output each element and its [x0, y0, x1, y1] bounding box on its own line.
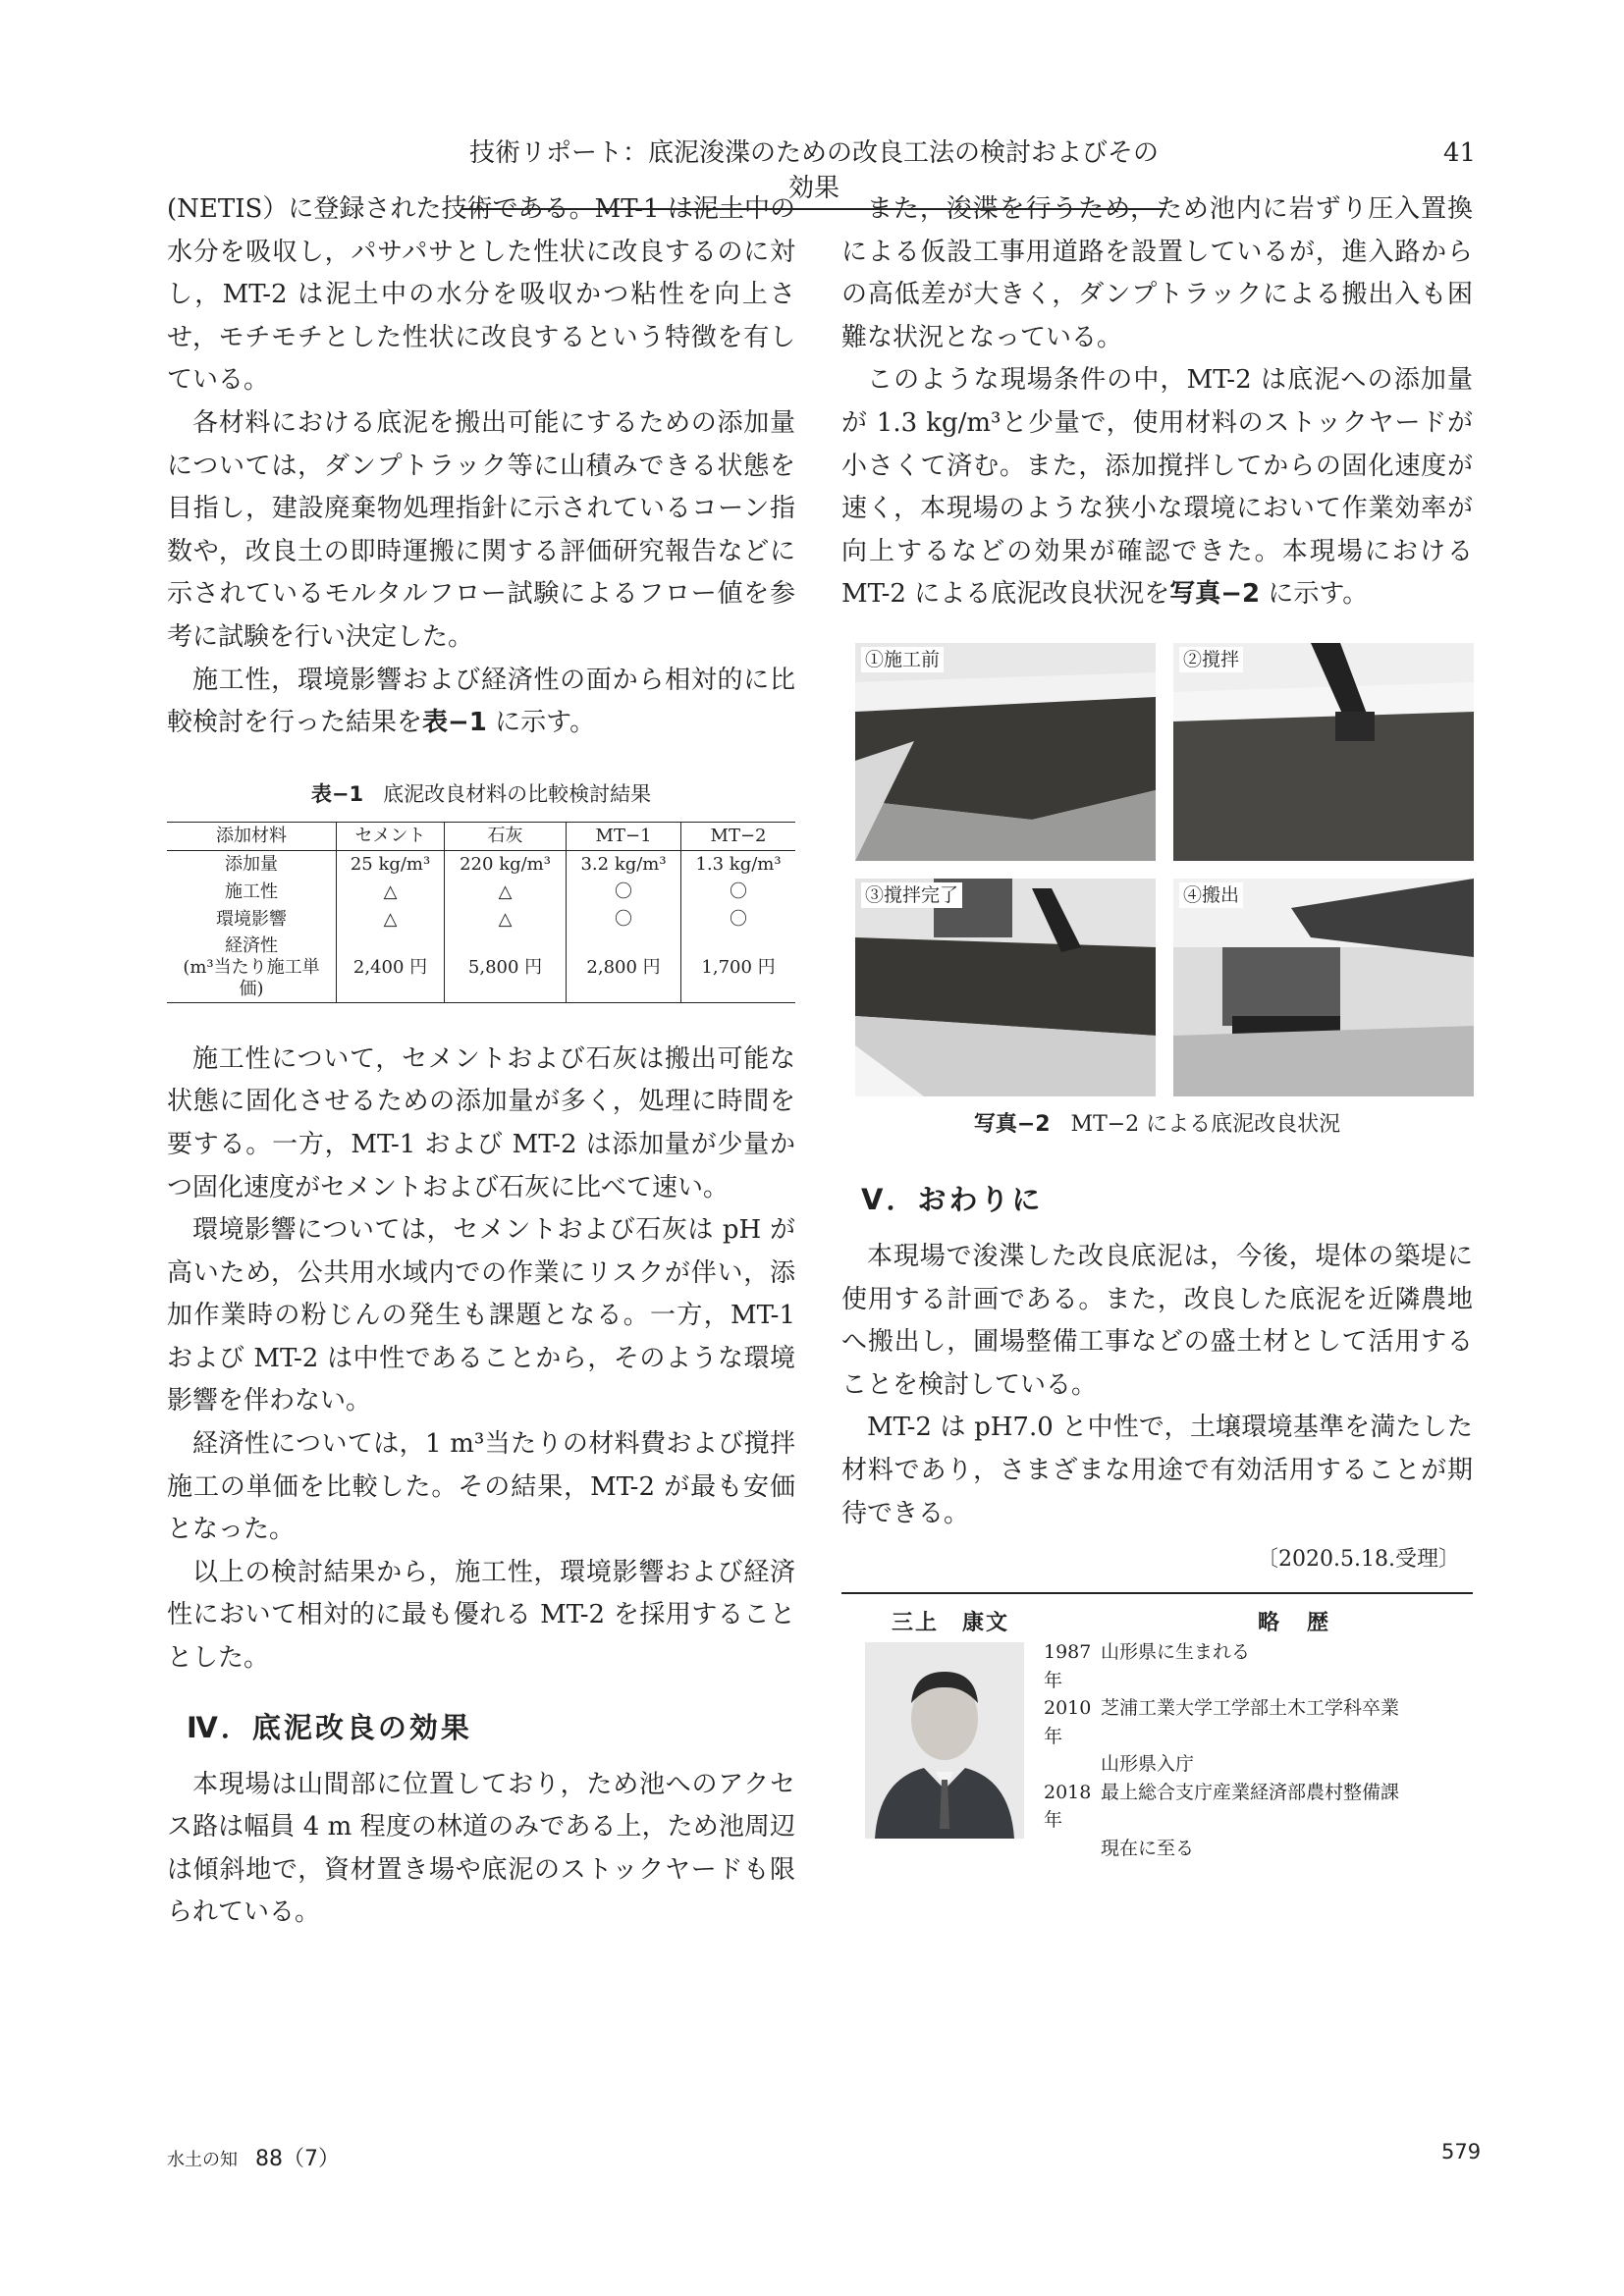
photo-mixing-complete	[855, 879, 1156, 1096]
table-header-cell: セメント	[337, 822, 445, 850]
bio-year	[1044, 1750, 1101, 1779]
table-header-row	[167, 822, 795, 850]
bio-text: 山形県に生まれる	[1101, 1641, 1251, 1663]
left-column	[167, 188, 795, 1935]
right-column	[841, 188, 1473, 616]
bio-text: 最上総合支庁産業経済部農村整備課	[1101, 1781, 1400, 1803]
journal-volume: 88（7）	[255, 2147, 340, 2171]
table-header-cell: 石灰	[445, 822, 567, 850]
table-reference: 表−1	[422, 708, 487, 738]
table-cell: 〇	[681, 906, 795, 934]
table-caption-text: 底泥改良材料の比較検討結果	[383, 781, 652, 806]
header-page-number: 41	[1443, 138, 1477, 168]
author-name: 三上 康文	[892, 1611, 1010, 1635]
table-cell: 添加量	[225, 853, 278, 875]
footer-journal	[167, 2142, 340, 2172]
portrait-image	[865, 1642, 1024, 1839]
paragraph: (NETIS）に登録された技術である。MT-1 は泥土中の水分を吸収し，パサパサとした性状に改良するのに対し，MT-2 は泥土中の水分を吸収かつ粘性を向上させ，モチモチとした性状に改良するという特徴を有している。	[167, 194, 795, 396]
footer-page-number: 579	[1441, 2140, 1482, 2163]
photo-before-construction	[855, 643, 1156, 861]
divider	[841, 1592, 1473, 1594]
table-row	[167, 879, 795, 906]
text-run: に示す。	[486, 708, 596, 738]
photo-caption-text: MT−2 による底泥改良状況	[1070, 1112, 1341, 1137]
photo-reference: 写真−2	[1169, 579, 1261, 610]
photo-label: ④搬出	[1179, 882, 1243, 908]
right-column-lower	[841, 1178, 1473, 1535]
table-cell: △	[337, 906, 445, 934]
paragraph: 施工性について，セメントおよび石灰は搬出可能な状態に固化させるための添加量が多く，処理に時間を要する。一方，MT-1 および MT-2 は添加量が少量かつ固化速度がセメントおよび石灰に比べて速い。	[167, 1043, 795, 1202]
text-run: このような現場条件の中，MT-2 は底泥への添加量が 1.3 kg/m³と少量で，使用材料のストックヤードが小さくて済む。また，添加撹拌してからの固化速度が速く，本現場のような狭小な環境において作業効率が向上するなどの効果が確認できた。本現場における MT-2 による底泥改良状況を	[841, 365, 1473, 610]
table-cell: 2,800 円	[567, 934, 681, 1003]
table-cell: 1,700 円	[681, 934, 795, 1003]
photo-label: ③撹拌完了	[861, 882, 962, 908]
section-heading: Ⅳ．底泥改良の効果	[187, 1710, 472, 1744]
table-header-cell: MT−1	[567, 822, 681, 850]
bio-heading: 略歴	[1258, 1611, 1357, 1635]
photo-grid	[855, 643, 1474, 1096]
paragraph: 各材料における底泥を搬出可能にするための添加量については，ダンプトラック等に山積みできる状態を目指し，建設廃棄物処理指針に示されているコーン指数や，改良土の即時運搬に関する評価研究報告などに示されているモルタルフロー試験によるフロー値を参考に試験を行い決定した。	[167, 407, 795, 652]
photo-image	[855, 879, 1156, 1096]
text-run: に示す。	[1260, 579, 1369, 610]
paragraph: 以上の検討結果から，施工性，環境影響および経済性において相対的に最も優れる MT-2 を採用することとした。	[167, 1557, 795, 1674]
table-header-cell: 添加材料	[216, 825, 287, 846]
photo-mixing	[1173, 643, 1474, 861]
bio-text: 現在に至る	[1101, 1837, 1195, 1859]
photo-label: ①施工前	[861, 647, 944, 672]
bio-year: 1987年	[1044, 1641, 1092, 1691]
bio-year: 2010年	[1044, 1697, 1092, 1747]
table-caption-label: 表−1	[310, 781, 364, 806]
photo-hauling	[1173, 879, 1474, 1096]
received-date: 〔2020.5.18.受理〕	[1257, 1547, 1460, 1572]
bio-year	[1044, 1835, 1101, 1863]
table-cell: 施工性	[225, 881, 278, 902]
paragraph	[841, 359, 1473, 616]
table-cell: 環境影響	[216, 908, 287, 930]
comparison-table	[167, 822, 795, 1003]
section-heading: Ⅴ．おわりに	[861, 1183, 1044, 1216]
table-header-cell: MT−2	[681, 822, 795, 850]
paragraph: 本現場は山間部に位置しており，ため池へのアクセス路は幅員 4 m 程度の林道のみである上，ため池周辺は傾斜地で，資材置き場や底泥のストックヤードも限られている。	[167, 1769, 795, 1928]
table-cell: △	[445, 879, 567, 906]
text-run: 施工性，環境影響および経済性の面から相対的に比較検討を行った結果を	[167, 665, 795, 738]
photo-label: ②撹拌	[1179, 647, 1243, 672]
photo-caption-label: 写真−2	[973, 1112, 1051, 1137]
bio-entry	[1044, 1835, 1399, 1863]
paragraph: 本現場で浚渫した改良底泥は，今後，堤体の築堤に使用する計画である。また，改良した底泥を近隣農地へ搬出し，圃場整備工事などの盛土材として活用することを検討している。	[841, 1242, 1473, 1400]
bio-entry	[1044, 1638, 1399, 1694]
bio-text: 山形県入庁	[1101, 1753, 1195, 1775]
table-cell: △	[445, 906, 567, 934]
bio-entry	[1044, 1694, 1399, 1750]
table-cell: 2,400 円	[337, 934, 445, 1003]
running-title: 技術リポート：底泥浚渫のための改良工法の検討およびその効果	[461, 135, 1166, 210]
table-cell: 〇	[681, 879, 795, 906]
paragraph: 経済性については，1 m³当たりの材料費および撹拌施工の単価を比較した。その結果，MT-2 が最も安価となった。	[167, 1429, 795, 1545]
journal-name: 水土の知	[167, 2150, 238, 2170]
table-cell: 〇	[567, 906, 681, 934]
photo-image	[1173, 643, 1474, 861]
paragraph: 環境影響については，セメントおよび石灰は pH が高いため，公共用水域内での作業にリスクが伴い，添加作業時の粉じんの発生も課題となる。一方，MT-1 および MT-2 は中性であることから，そのような環境影響を伴わない。	[167, 1215, 795, 1416]
table-cell: 経済性 (m³当たり施工単価)	[183, 934, 320, 999]
bio-entry	[1044, 1779, 1399, 1835]
photo-image	[855, 643, 1156, 861]
bio-text: 芝浦工業大学工学部土木工学科卒業	[1101, 1697, 1400, 1719]
photo-caption	[841, 1107, 1473, 1138]
table-row	[167, 850, 795, 879]
table-row	[167, 934, 795, 1003]
table-cell: 3.2 kg/m³	[567, 850, 681, 879]
table-cell: 220 kg/m³	[445, 850, 567, 879]
paragraph: MT-2 は pH7.0 と中性で，土壌環境基準を満たした材料であり，さまざまな用途で有効活用することが期待できる。	[841, 1413, 1473, 1528]
table-caption	[167, 778, 795, 808]
table-row	[167, 906, 795, 934]
table-cell: △	[337, 879, 445, 906]
bio-list	[1044, 1638, 1399, 1862]
bio-entry	[1044, 1750, 1399, 1779]
table-cell: 25 kg/m³	[337, 850, 445, 879]
running-header	[0, 135, 1624, 203]
table-cell: 〇	[567, 879, 681, 906]
table-cell: 5,800 円	[445, 934, 567, 1003]
author-portrait	[865, 1642, 1024, 1839]
bio-year: 2018年	[1044, 1781, 1092, 1831]
paragraph	[167, 660, 795, 745]
photo-image	[1173, 879, 1474, 1096]
table-cell: 1.3 kg/m³	[681, 850, 795, 879]
paragraph: また，浚渫を行うため，ため池内に岩ずり圧入置換による仮設工事用道路を設置しているが，進入路からの高低差が大きく，ダンプトラックによる搬出入も困難な状況となっている。	[841, 194, 1473, 352]
